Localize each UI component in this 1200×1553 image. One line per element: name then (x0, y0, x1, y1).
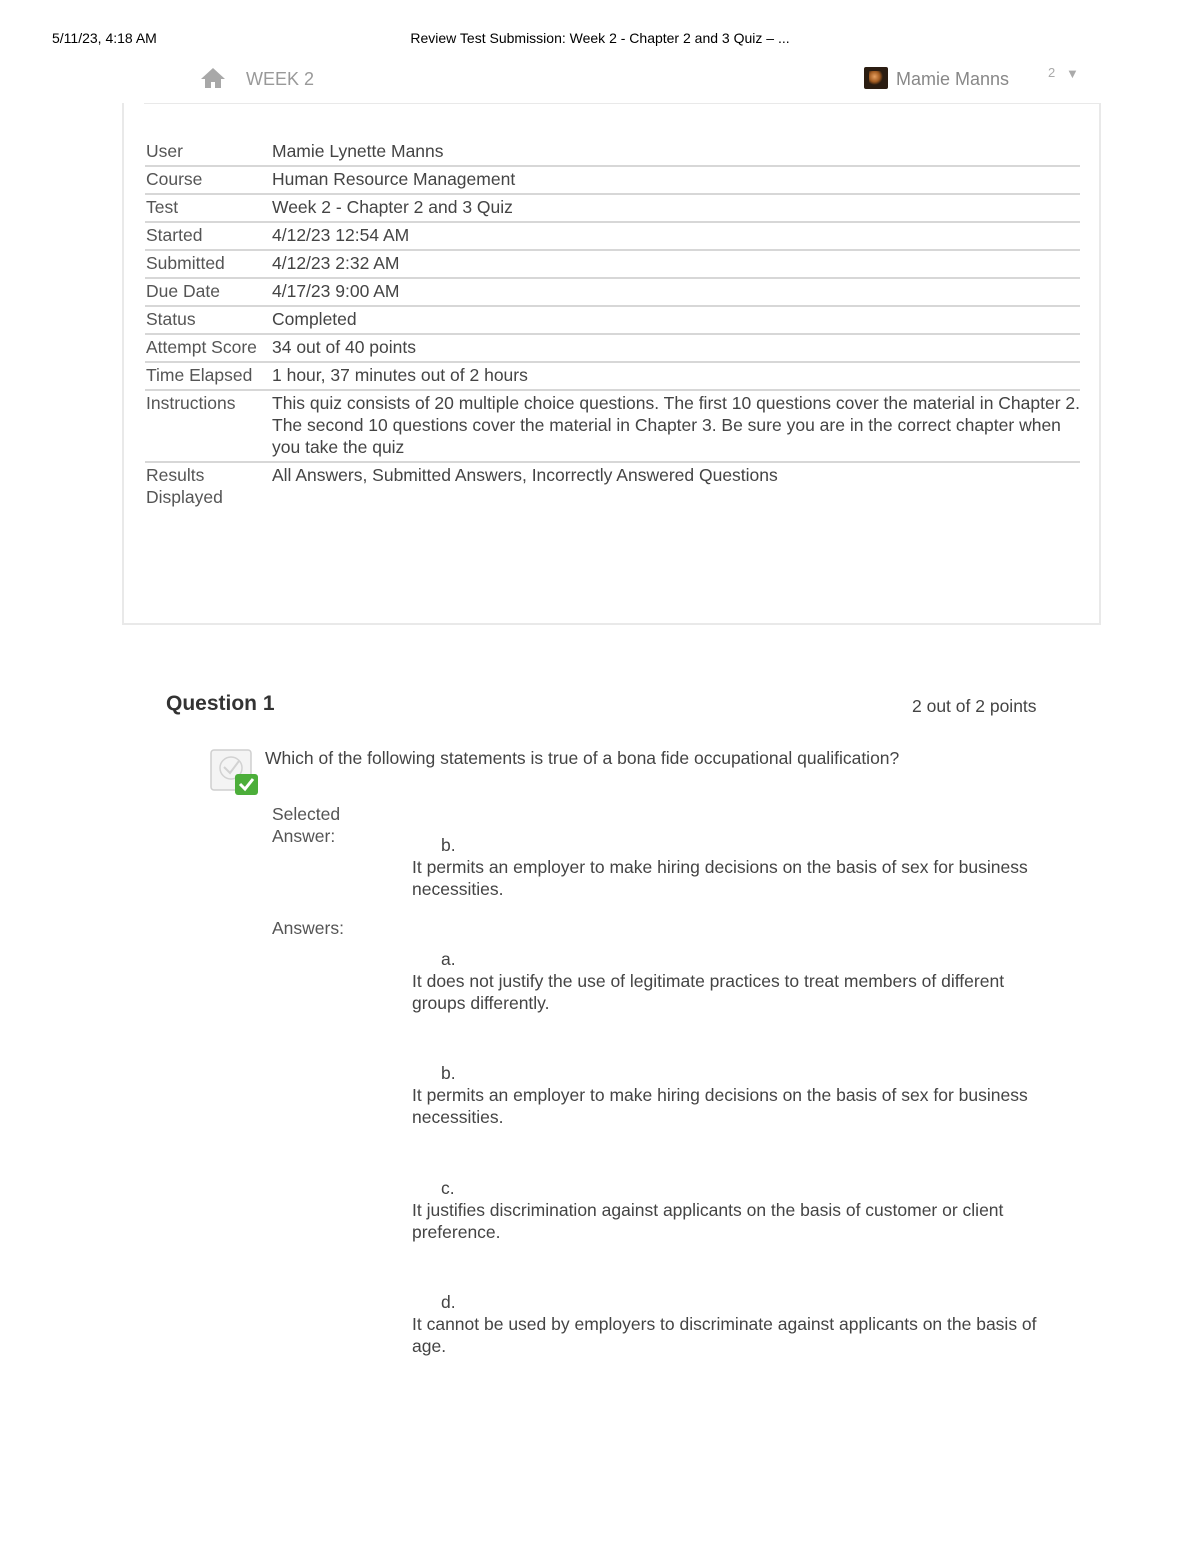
table-row (145, 278, 1080, 306)
detail-label-test: Test (146, 197, 179, 217)
detail-label-instructions: Instructions (146, 393, 236, 413)
answer-letter: d. (441, 1292, 456, 1312)
correct-check-icon (210, 748, 260, 796)
detail-value-instructions: This quiz consists of 20 multiple choice questions. The first 10 questions cover the material in Chapter 2. The second 10 questions cover the material in Chapter 3. Be sure you are in the correct chapter when you take the quiz (272, 393, 1080, 457)
detail-value-user: Mamie Lynette Manns (272, 141, 444, 161)
answer-letter: c. (441, 1178, 455, 1198)
detail-value-started: 4/12/23 12:54 AM (272, 225, 410, 245)
home-icon[interactable] (200, 66, 226, 90)
top-nav (198, 62, 1090, 96)
table-row (145, 362, 1080, 390)
detail-label-course: Course (146, 169, 203, 189)
detail-value-time-elapsed: 1 hour, 37 minutes out of 2 hours (272, 365, 528, 385)
user-name-link[interactable]: Mamie Manns (896, 69, 1010, 89)
answer-option-b (412, 1062, 1052, 1128)
selected-answer-text: It permits an employer to make hiring decisions on the basis of sex for business necessities. (412, 857, 1028, 899)
answers-label: Answers: (272, 918, 344, 938)
detail-label-due-date: Due Date (146, 281, 220, 301)
detail-value-course: Human Resource Management (272, 169, 516, 189)
detail-value-due-date: 4/17/23 9:00 AM (272, 281, 400, 301)
table-row (145, 390, 1080, 462)
detail-label-status: Status (146, 309, 196, 329)
answer-text: It cannot be used by employers to discriminate against applicants on the basis of age. (412, 1314, 1037, 1356)
detail-value-results-displayed: All Answers, Submitted Answers, Incorrectly Answered Questions (272, 465, 778, 485)
answer-letter: a. (441, 949, 456, 969)
table-row (145, 166, 1080, 194)
detail-value-submitted: 4/12/23 2:32 AM (272, 253, 400, 273)
table-row (145, 222, 1080, 250)
detail-label-submitted: Submitted (146, 253, 225, 273)
detail-label-time-elapsed: Time Elapsed (146, 365, 253, 385)
question-points: 2 out of 2 points (912, 696, 1037, 716)
detail-value-attempt-score: 34 out of 40 points (272, 337, 416, 357)
selected-answer-letter: b. (441, 835, 456, 855)
notification-count[interactable]: 2 (1048, 65, 1056, 80)
answer-option-c (412, 1177, 1052, 1243)
avatar[interactable] (864, 67, 888, 89)
table-row (145, 194, 1080, 222)
chevron-down-icon[interactable]: ▼ (1066, 66, 1079, 81)
table-row (145, 139, 1080, 166)
answer-option-a (412, 948, 1052, 1014)
table-row (145, 250, 1080, 278)
question-title: Question 1 (166, 692, 275, 715)
detail-value-test: Week 2 - Chapter 2 and 3 Quiz (272, 197, 513, 217)
answer-letter: b. (441, 1063, 456, 1083)
selected-answer (412, 834, 1052, 900)
answer-option-d (412, 1291, 1052, 1357)
selected-answer-label: Selected Answer: (272, 804, 341, 846)
answer-text: It justifies discrimination against applicants on the basis of customer or client preference. (412, 1200, 1004, 1242)
course-week-link[interactable]: WEEK 2 (246, 69, 315, 89)
detail-label-user: User (146, 141, 183, 161)
print-date: 5/11/23, 4:18 AM (52, 30, 157, 46)
question-text: Which of the following statements is true of a bona fide occupational qualification? (265, 748, 900, 768)
detail-label-results-displayed: Results Displayed (146, 465, 223, 507)
detail-label-attempt-score: Attempt Score (146, 337, 257, 357)
table-row (145, 334, 1080, 362)
table-row (145, 462, 1080, 511)
print-page-title: Review Test Submission: Week 2 - Chapter 2 and 3 Quiz – ... (410, 30, 790, 46)
detail-label-started: Started (146, 225, 203, 245)
answer-text: It permits an employer to make hiring decisions on the basis of sex for business necessities. (412, 1085, 1028, 1127)
print-header (52, 30, 1148, 50)
submission-details-table (145, 139, 1080, 511)
table-row (145, 306, 1080, 334)
answer-text: It does not justify the use of legitimate practices to treat members of different groups differently. (412, 971, 1005, 1013)
detail-value-status: Completed (272, 309, 357, 329)
submission-details-panel (122, 103, 1101, 625)
